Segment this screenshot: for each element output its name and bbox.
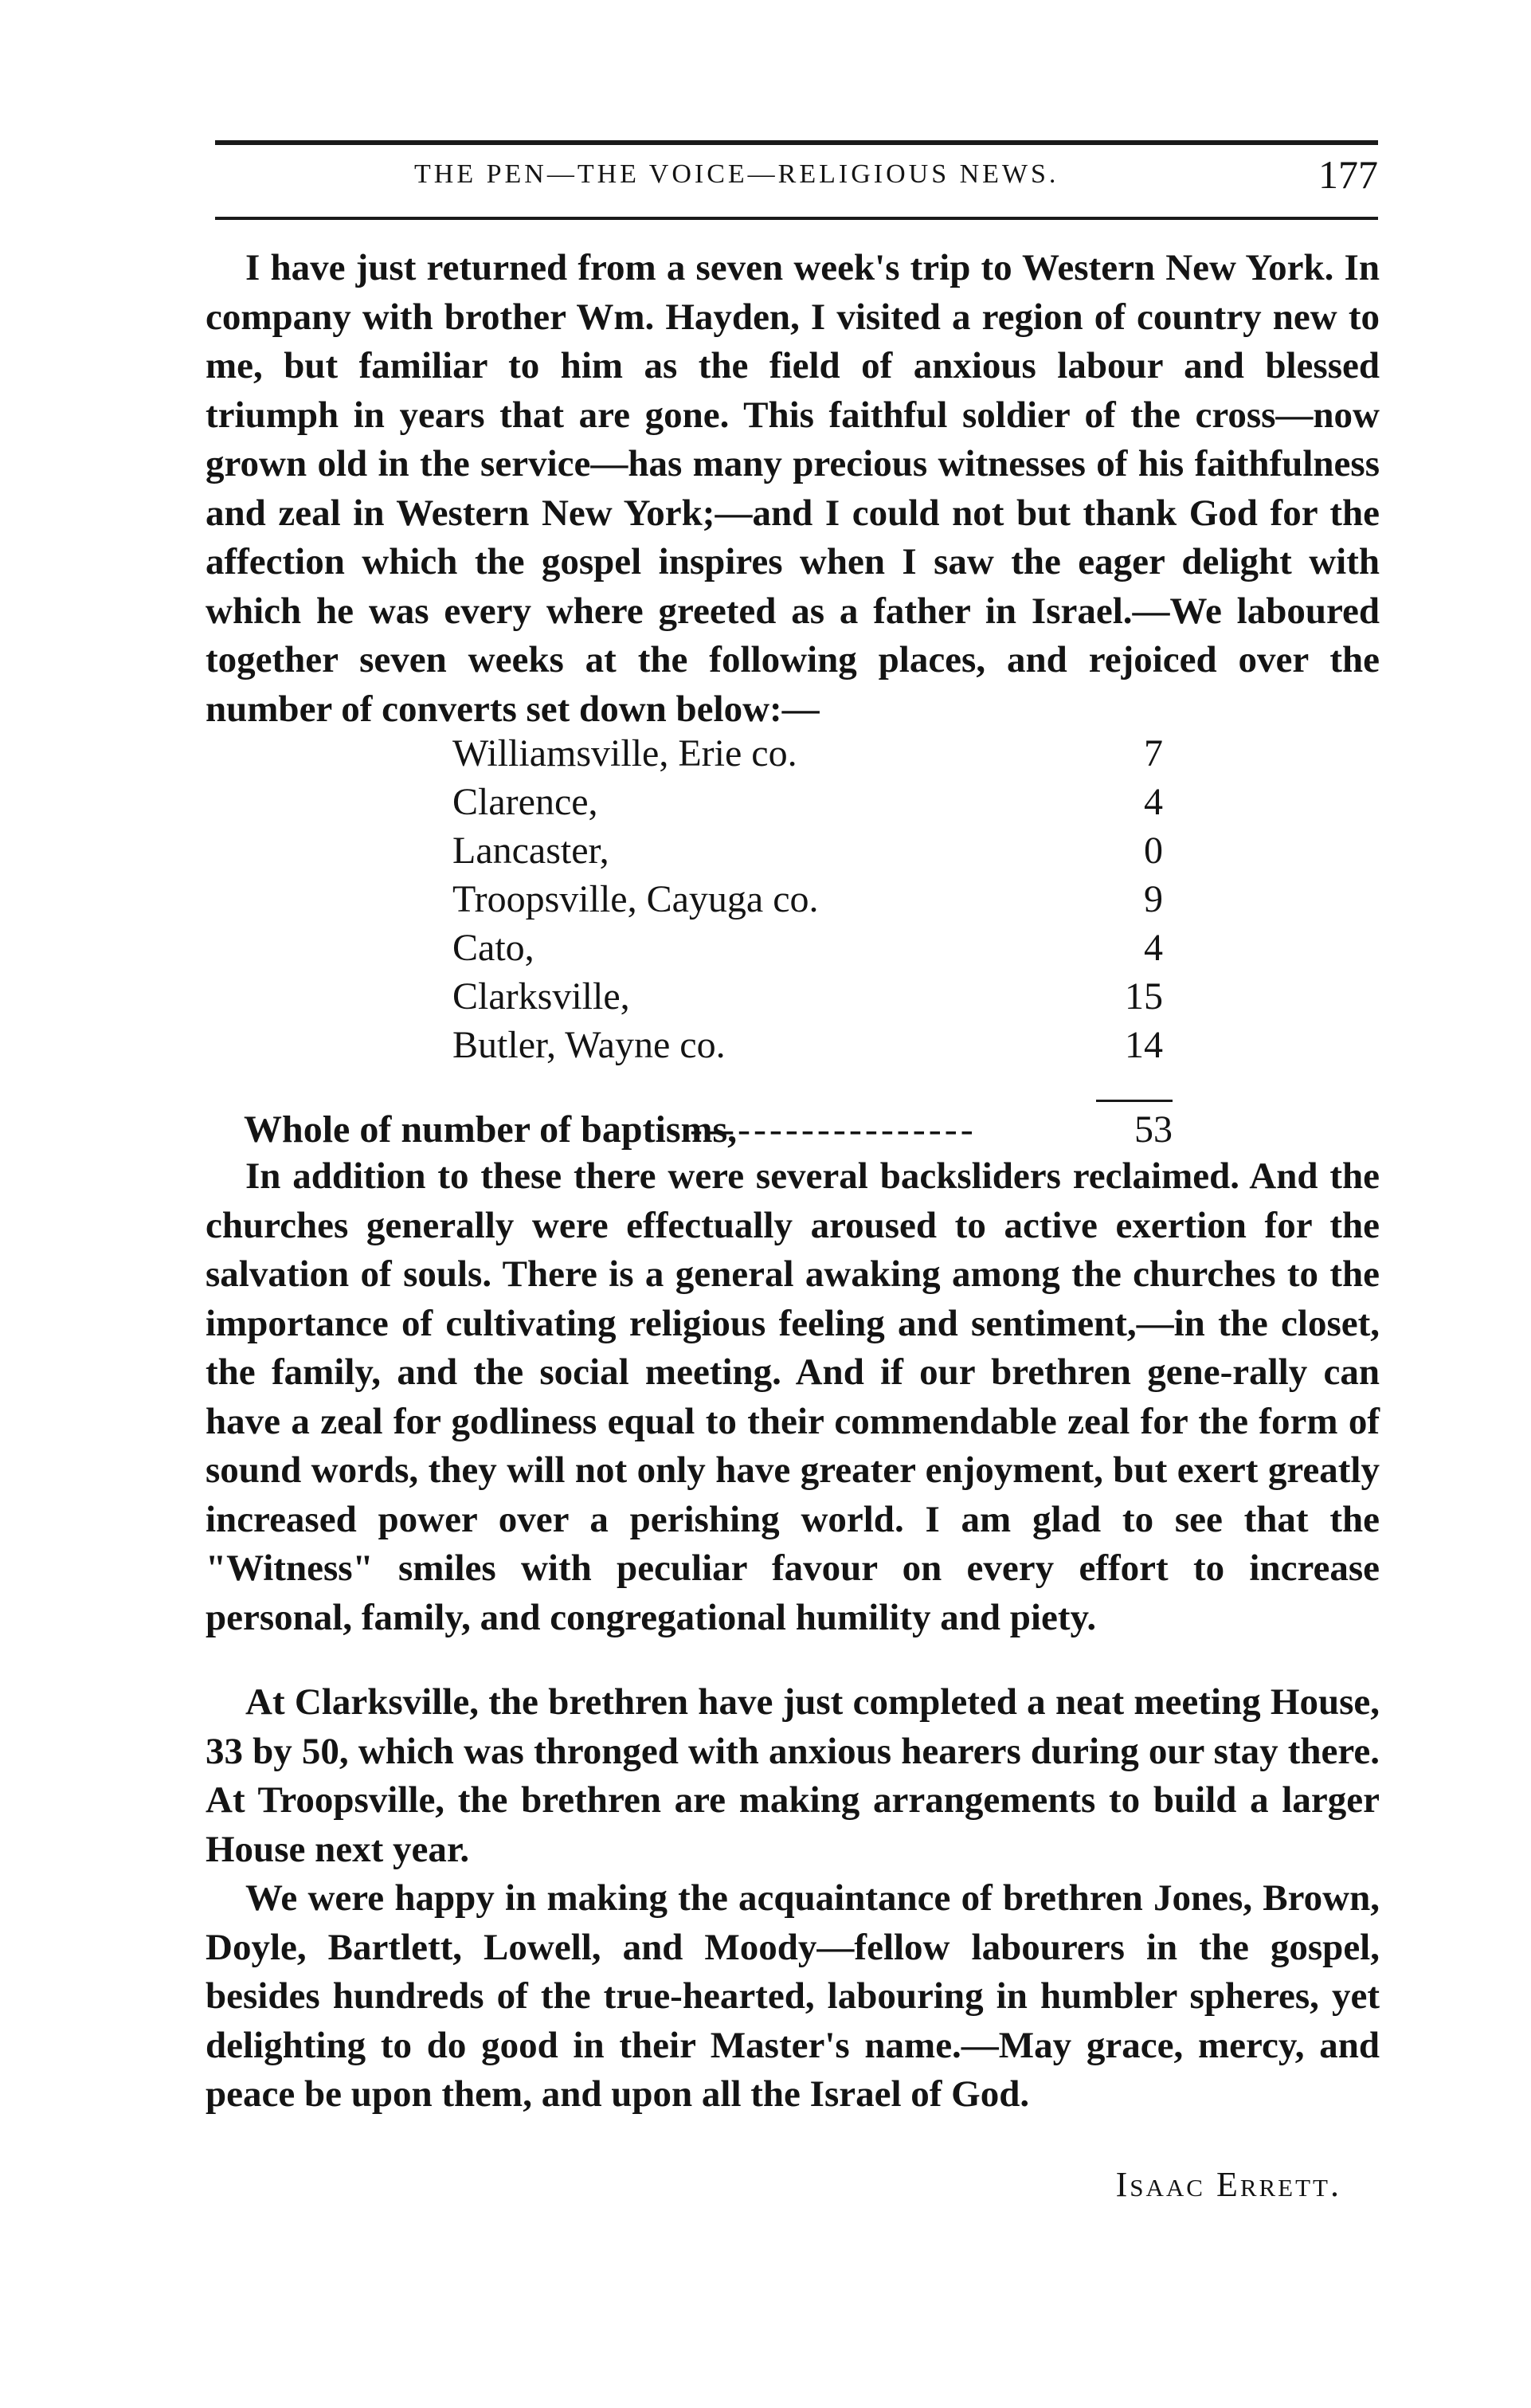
convert-count: 4 [1144, 927, 1163, 969]
running-title: THE PEN—THE VOICE—RELIGIOUS NEWS. [414, 159, 1059, 189]
place-name: Butler, Wayne co. [452, 1024, 726, 1066]
place-name: Lancaster, [452, 829, 609, 872]
convert-count: 4 [1144, 781, 1163, 823]
convert-count: 15 [1125, 975, 1163, 1018]
header-bottom-rule [215, 217, 1378, 220]
table-row [452, 877, 1201, 926]
place-name: Cato, [452, 927, 534, 969]
total-value: 53 [1134, 1108, 1173, 1151]
place-name: Clarksville, [452, 975, 630, 1018]
paragraph-meeting-house: At Clarksville, the brethren have just completed a neat meeting House, 33 by 50, which was thronged with anxious hearers during our stay there. At Troopsville, the brethren are making arrangements to build a larger House next year. [206, 1681, 1380, 1870]
table-row [452, 829, 1201, 877]
table-row [452, 731, 1201, 780]
paragraph-acquaintance: We were happy in making the acquaintance of brethren Jones, Brown, Doyle, Bartlett, Lowell, and Moody—fellow labourers in the gospel, besides hundreds of the true-hearted, labouring in humbler spheres, yet delighting to do good in their Master's name.—May grace, mercy, and peace be upon them, and upon all the Israel of God. [206, 1877, 1380, 2115]
convert-count: 7 [1144, 732, 1163, 775]
table-row [452, 780, 1201, 829]
page-number: 177 [1318, 152, 1378, 197]
convert-count: 14 [1125, 1024, 1163, 1066]
header-top-rule [215, 140, 1378, 145]
total-label: Whole of number of baptisms, [244, 1108, 738, 1151]
place-name: Clarence, [452, 781, 598, 823]
converts-table [452, 731, 1201, 1072]
place-name: Williamsville, Erie co. [452, 732, 797, 775]
table-row [452, 1023, 1201, 1072]
author-signature: Isaac Errett. [1115, 2165, 1341, 2204]
place-name: Troopsville, Cayuga co. [452, 878, 819, 920]
convert-count: 0 [1144, 829, 1163, 872]
running-header [215, 152, 1378, 204]
table-row [452, 926, 1201, 975]
convert-count: 9 [1144, 878, 1163, 920]
table-row [452, 975, 1201, 1023]
paragraph-trip-report: I have just returned from a seven week's trip to Western New York. In company with brother Wm. Hayden, I visited a region of country new to me, but familiar to him as the field of anxious labour and blessed triumph in years that are gone. This faithful soldier of the cross—now grown old in the service—has many precious witnesses of his faithfulness and zeal in Western New York;—and I could not but thank God for the affection which the gospel inspires when I saw the eager delight with which he was every where greeted as a father in Israel.—We laboured together seven weeks at the following places, and rejoiced over the number of converts set down below:— [206, 247, 1380, 730]
sum-rule [1096, 1100, 1173, 1102]
paragraph-backsliders: In addition to these there were several backsliders reclaimed. And the churches generally were effectually aroused to active exertion for the salvation of souls. There is a general awaking among the churches to the importance of cultivating religious feeling and sentiment,—in the closet, the family, and the social meeting. And if our brethren gene-rally can have a zeal for godliness equal to their commendable zeal for the form of sound words, they will not only have greater enjoyment, but exert greatly increased power over a perishing world. I am glad to see that the "Witness" smiles with peculiar favour on every effort to increase personal, family, and congregational humility and piety. [206, 1155, 1380, 1638]
total-leader: ------------------ [690, 1108, 977, 1151]
